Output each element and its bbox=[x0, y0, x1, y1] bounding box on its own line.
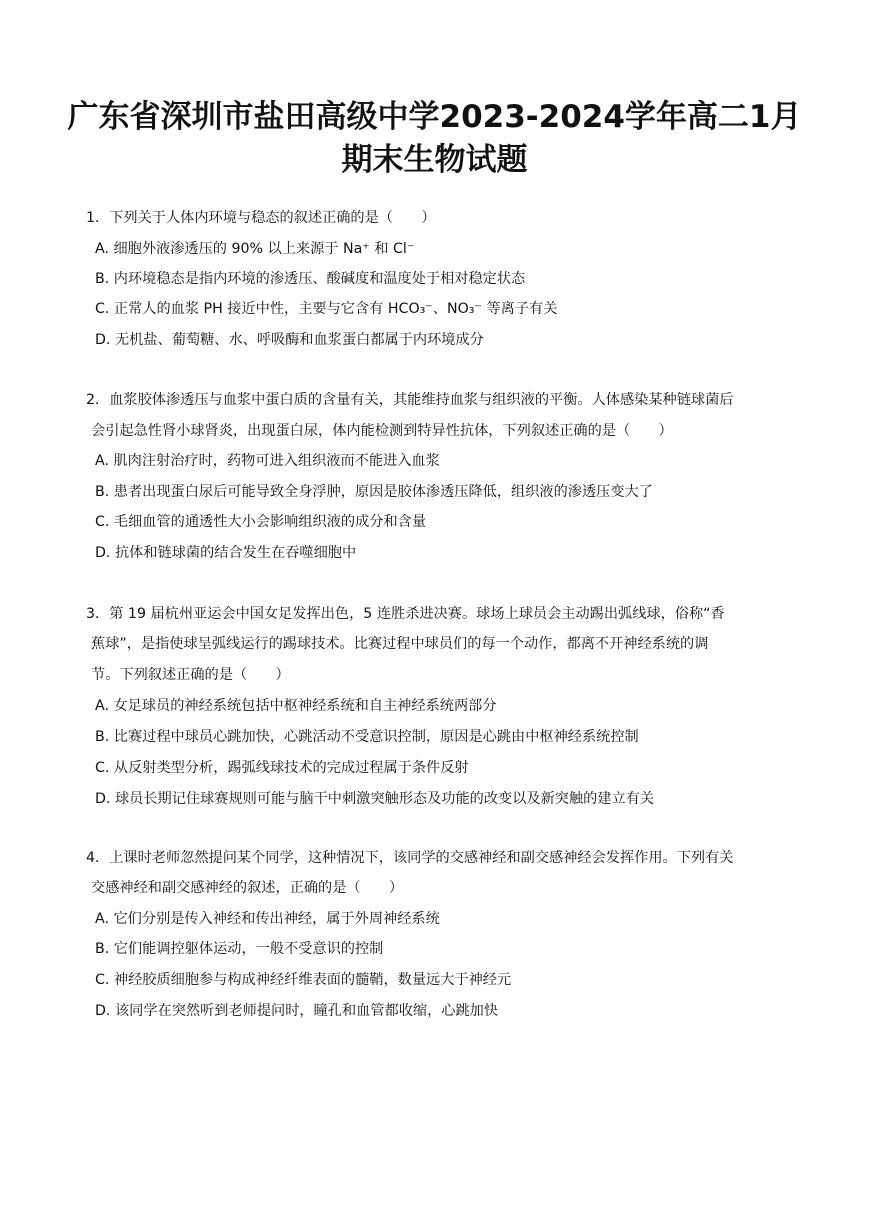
question-4-stem-line-2: 交感神经和副交感神经的叙述，正确的是（ ） bbox=[91, 880, 404, 896]
question-3-option-a: A. 女足球员的神经系统包括中枢神经系统和自主神经系统两部分 bbox=[95, 698, 497, 714]
question-3-option-c: C. 从反射类型分析，踢弧线球技术的完成过程属于条件反射 bbox=[95, 760, 469, 776]
document-title-line-1: 广东省深圳市盐田高级中学2023-2024学年高二1月 bbox=[67, 99, 802, 135]
question-2-option-b: B. 患者出现蛋白尿后可能导致全身浮肿，原因是胶体渗透压降低，组织液的渗透压变大了 bbox=[95, 484, 653, 500]
question-3-option-b: B. 比赛过程中球员心跳加快，心跳活动不受意识控制，原因是心跳由中枢神经系统控制 bbox=[95, 729, 639, 745]
question-3-stem-line-3: 节。下列叙述正确的是（ ） bbox=[91, 667, 290, 683]
question-2-stem-line-1: 2．血浆胶体渗透压与血浆中蛋白质的含量有关，其能维持血浆与组织液的平衡。人体感染某种链球菌后 bbox=[86, 392, 734, 408]
question-3-stem-line-2: 蕉球”，是指使球呈弧线运行的踢球技术。比赛过程中球员们的每一个动作，都离不开神经系统的调 bbox=[91, 636, 709, 652]
question-1-stem: 1．下列关于人体内环境与稳态的叙述正确的是（ ） bbox=[86, 210, 436, 226]
question-1-option-c: C. 正常人的血浆 PH 接近中性，主要与它含有 HCO₃⁻、NO₃⁻ 等离子有关 bbox=[95, 301, 558, 317]
question-4-option-a: A. 它们分别是传入神经和传出神经，属于外周神经系统 bbox=[95, 911, 440, 927]
question-4-stem-line-1: 4．上课时老师忽然提问某个同学，这种情况下，该同学的交感神经和副交感神经会发挥作用。下列有关 bbox=[86, 850, 734, 866]
question-4-option-d: D. 该同学在突然听到老师提问时，瞳孔和血管都收缩，心跳加快 bbox=[95, 1003, 499, 1019]
question-4-option-c: C. 神经胶质细胞参与构成神经纤维表面的髓鞘，数量远大于神经元 bbox=[95, 972, 512, 988]
question-1-option-a: A. 细胞外液渗透压的 90% 以上来源于 Na⁺ 和 Cl⁻ bbox=[95, 241, 415, 257]
question-3-stem-line-1: 3．第 19 届杭州亚运会中国女足发挥出色，5 连胜杀进决赛。球场上球员会主动踢出弧线球，俗称“香 bbox=[86, 606, 725, 622]
question-2-option-a: A. 肌肉注射治疗时，药物可进入组织液而不能进入血浆 bbox=[95, 453, 440, 469]
question-3-option-d: D. 球员长期记住球赛规则可能与脑干中刺激突触形态及功能的改变以及新突触的建立有关 bbox=[95, 791, 655, 807]
question-4-option-b: B. 它们能调控躯体运动，一般不受意识的控制 bbox=[95, 941, 384, 957]
question-2-stem-line-2: 会引起急性肾小球肾炎，出现蛋白尿，体内能检测到特异性抗体，下列叙述正确的是（ ） bbox=[91, 423, 673, 439]
question-1-option-b: B. 内环境稳态是指内环境的渗透压、酸碱度和温度处于相对稳定状态 bbox=[95, 271, 526, 287]
document-title-line-2: 期末生物试题 bbox=[341, 142, 528, 178]
question-1-option-d: D. 无机盐、葡萄糖、水、呼吸酶和血浆蛋白都属于内环境成分 bbox=[95, 332, 484, 348]
question-2-option-d: D. 抗体和链球菌的结合发生在吞噬细胞中 bbox=[95, 545, 357, 561]
question-2-option-c: C. 毛细血管的通透性大小会影响组织液的成分和含量 bbox=[95, 514, 427, 530]
